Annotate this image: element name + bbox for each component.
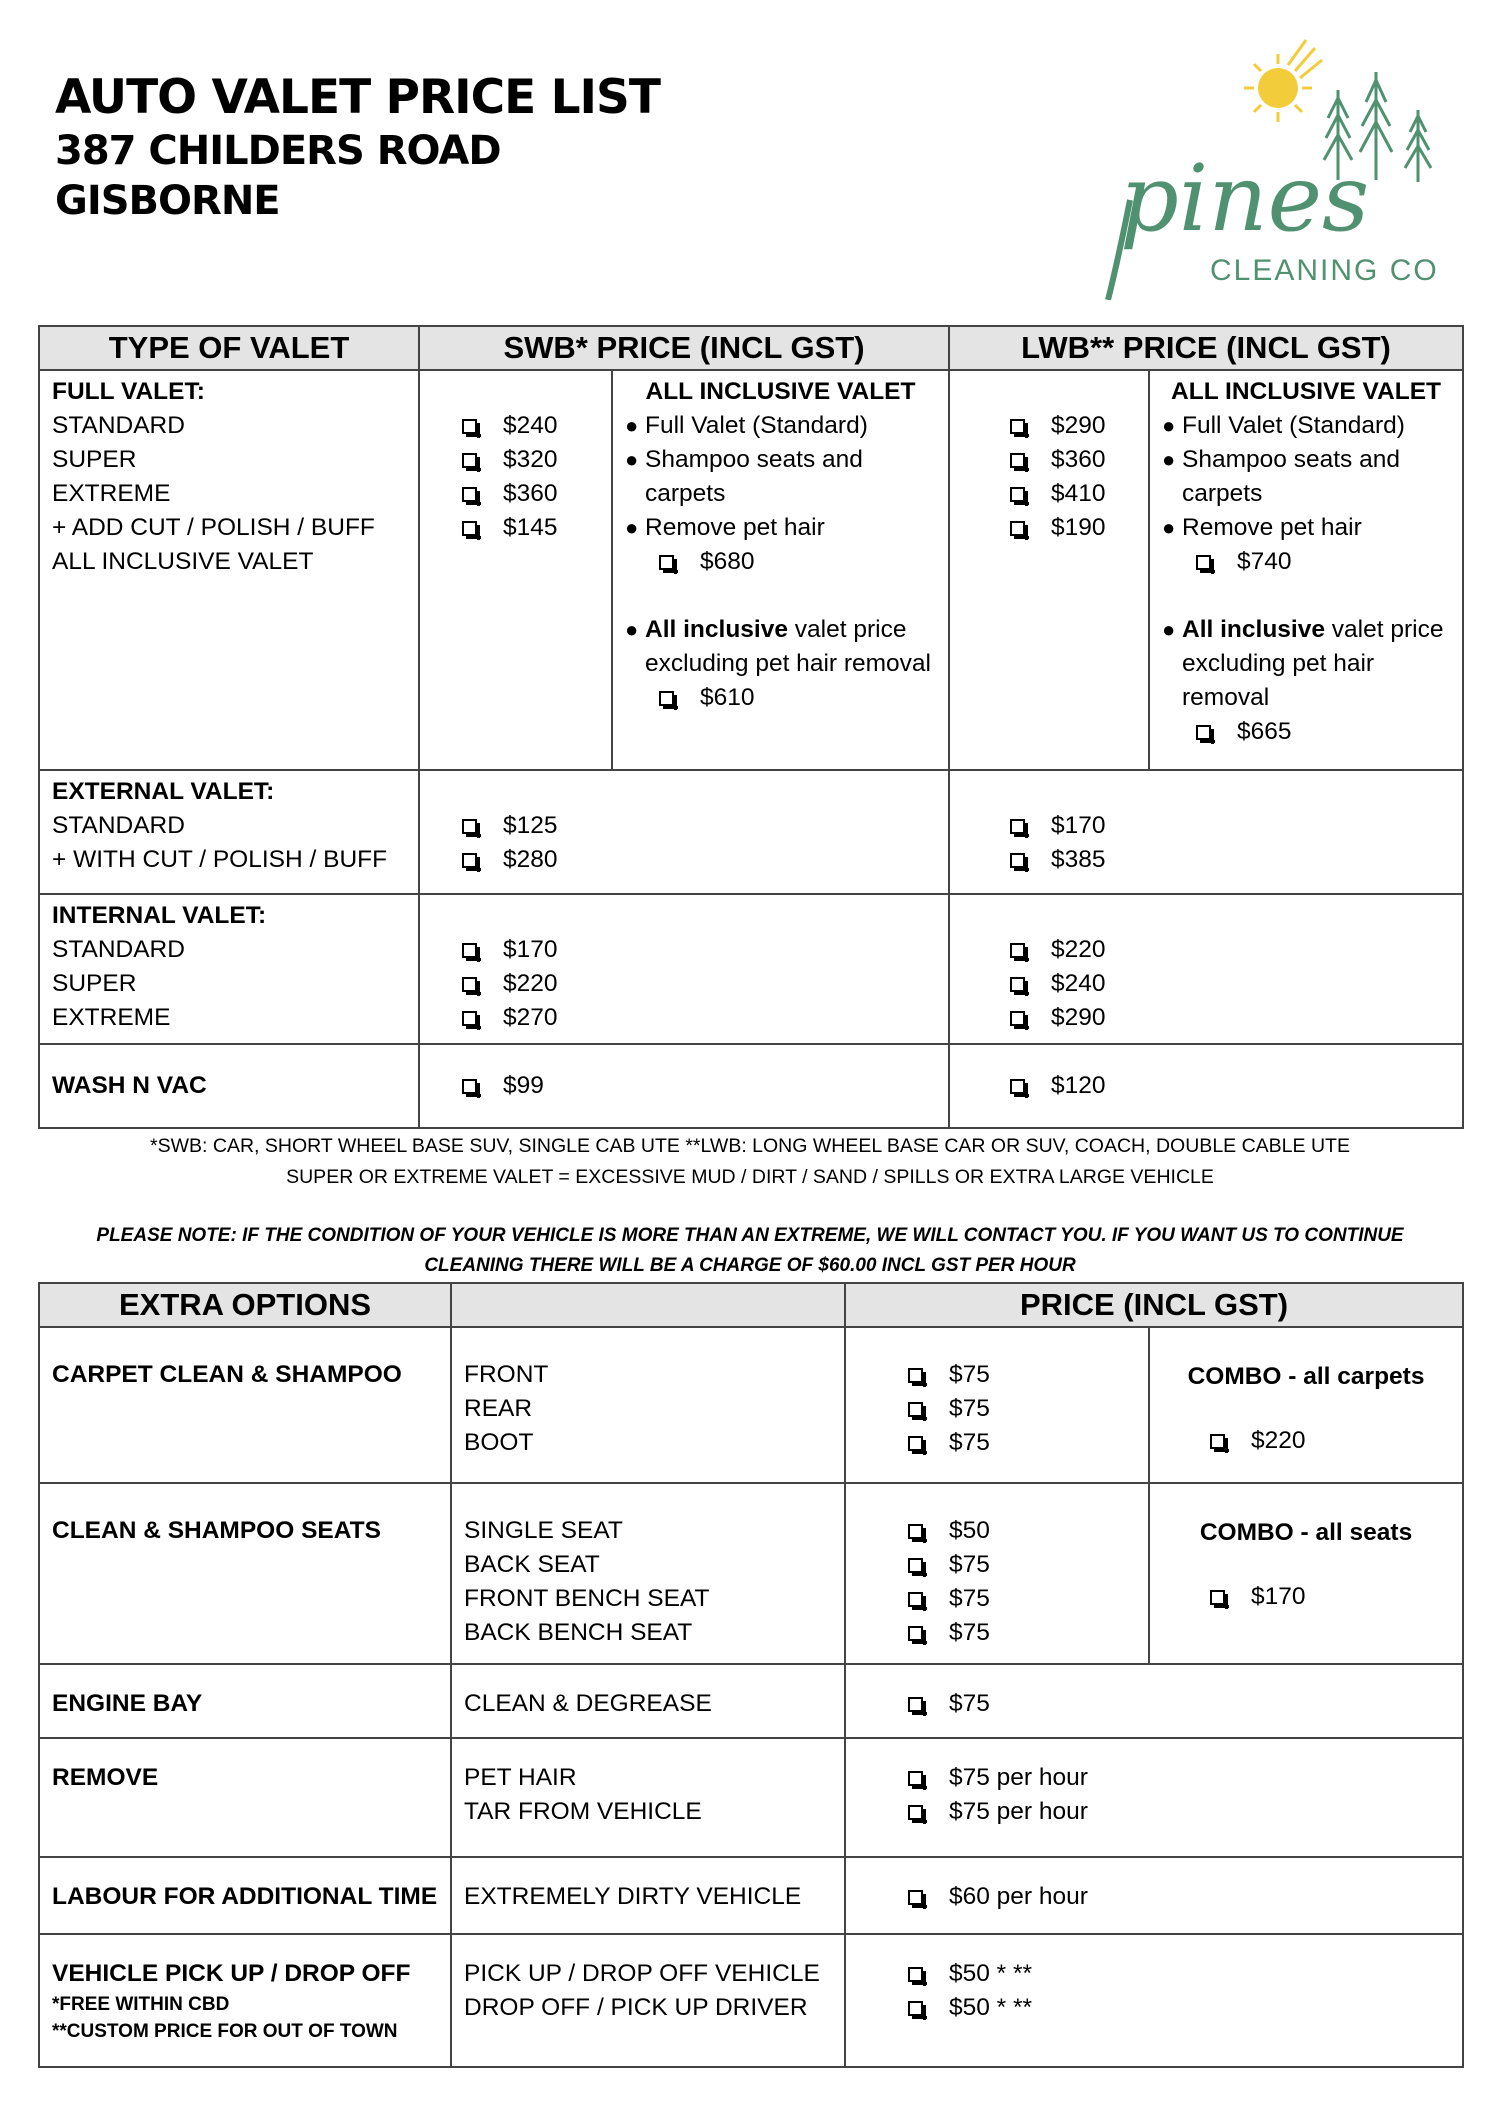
pickup-name: VEHICLE PICK UP / DROP OFF — [52, 1960, 411, 1987]
checkbox[interactable] — [908, 1967, 923, 1982]
excl-text: valet price excluding pet hair removal — [1182, 616, 1444, 711]
wash-n-vac-type — [39, 1044, 419, 1128]
checkbox[interactable] — [1010, 1079, 1025, 1094]
checkbox[interactable] — [908, 2001, 923, 2016]
carpet-items — [451, 1327, 845, 1483]
full-valet-item: SUPER — [52, 446, 137, 473]
price: $610 — [700, 684, 755, 711]
footnote-line: *SWB: CAR, SHORT WHEEL BASE SUV, SINGLE CAB UTE **LWB: LONG WHEEL BASE CAR OR SUV, COACH, DOUBLE CABLE UTE — [150, 1135, 1350, 1157]
engine-name: ENGINE BAY — [52, 1690, 203, 1717]
checkbox[interactable] — [462, 977, 477, 992]
remove-name: REMOVE — [52, 1764, 159, 1791]
price: $75 — [949, 1690, 990, 1717]
table-row-pickup — [39, 1934, 1463, 2067]
internal-valet-item: STANDARD — [52, 936, 185, 963]
carpet-name: CARPET CLEAN & SHAMPOO — [52, 1361, 402, 1388]
bullet-icon: ● — [625, 617, 639, 642]
engine-name-cell — [39, 1664, 451, 1738]
full-valet-item: EXTREME — [52, 480, 171, 507]
price: $99 — [503, 1072, 544, 1099]
table-row-external-valet — [39, 770, 1463, 894]
price: $385 — [1051, 846, 1106, 873]
col-lwb-price: LWB** PRICE (INCL GST) — [949, 326, 1463, 370]
checkbox[interactable] — [1010, 419, 1025, 434]
checkbox[interactable] — [462, 419, 477, 434]
price: $60 per hour — [949, 1883, 1088, 1910]
price: $220 — [1051, 936, 1106, 963]
checkbox[interactable] — [908, 1436, 923, 1451]
labour-name-cell — [39, 1857, 451, 1934]
price: $360 — [503, 480, 558, 507]
internal-lwb-prices — [949, 894, 1463, 1044]
table-row-seats — [39, 1483, 1463, 1664]
extra-item: BACK SEAT — [464, 1551, 600, 1578]
full-valet-types — [39, 370, 419, 770]
header — [55, 70, 660, 226]
checkbox[interactable] — [1010, 1011, 1025, 1026]
external-valet-types — [39, 770, 419, 894]
sun-icon — [1244, 40, 1322, 122]
price: $680 — [700, 548, 755, 575]
extra-item: FRONT BENCH SEAT — [464, 1585, 710, 1612]
checkbox[interactable] — [1010, 977, 1025, 992]
inclusive-item: Full Valet (Standard) — [1182, 412, 1405, 439]
col-extra-item — [451, 1283, 845, 1327]
combo-price: $220 — [1251, 1427, 1306, 1454]
all-inclusive-heading: ALL INCLUSIVE VALET — [1171, 378, 1441, 405]
carpet-combo — [1149, 1327, 1463, 1483]
price: $75 — [949, 1551, 990, 1578]
price: $290 — [1051, 412, 1106, 439]
extra-item: PICK UP / DROP OFF VEHICLE — [464, 1960, 820, 1987]
inclusive-item: Remove pet hair — [1182, 514, 1362, 541]
labour-name: LABOUR FOR ADDITIONAL TIME — [52, 1883, 438, 1910]
inclusive-item: Remove pet hair — [645, 514, 825, 541]
carpet-prices — [845, 1327, 1149, 1483]
seats-items — [451, 1483, 845, 1664]
extra-item: TAR FROM VEHICLE — [464, 1798, 702, 1825]
external-valet-item: STANDARD — [52, 812, 185, 839]
checkbox[interactable] — [1010, 521, 1025, 536]
seats-prices — [845, 1483, 1149, 1664]
checkbox[interactable] — [462, 521, 477, 536]
seats-name: CLEAN & SHAMPOO SEATS — [52, 1517, 381, 1544]
full-valet-lwb-prices — [949, 370, 1149, 770]
extra-item: DROP OFF / PICK UP DRIVER — [464, 1994, 808, 2021]
extra-item: SINGLE SEAT — [464, 1517, 623, 1544]
checkbox[interactable] — [1010, 943, 1025, 958]
price: $50 * ** — [949, 1960, 1033, 1987]
table-row-remove — [39, 1738, 1463, 1857]
checkbox[interactable] — [1010, 853, 1025, 868]
checkbox[interactable] — [1010, 487, 1025, 502]
price: $240 — [503, 412, 558, 439]
checkbox[interactable] — [462, 819, 477, 834]
table-row-internal-valet — [39, 894, 1463, 1044]
footnotes — [38, 1131, 1462, 1193]
checkbox[interactable] — [659, 691, 674, 706]
inclusive-item: Full Valet (Standard) — [645, 412, 868, 439]
checkbox[interactable] — [908, 1592, 923, 1607]
extra-item: FRONT — [464, 1361, 549, 1388]
carpet-name-cell — [39, 1327, 451, 1483]
please-note-line: CLEANING THERE WILL BE A CHARGE OF $60.00 INCL GST PER HOUR — [424, 1255, 1076, 1276]
checkbox[interactable] — [1210, 1434, 1225, 1449]
extra-options-table — [38, 1282, 1464, 2068]
checkbox[interactable] — [908, 1890, 923, 1905]
page-title: AUTO VALET PRICE LIST — [55, 70, 660, 125]
extra-item: PET HAIR — [464, 1764, 577, 1791]
excl-bold: All inclusive — [1182, 616, 1325, 643]
col-extra-price: PRICE (INCL GST) — [845, 1283, 1463, 1327]
extra-item: EXTREMELY DIRTY VEHICLE — [464, 1883, 802, 1910]
address-line-1: 387 CHILDERS ROAD — [55, 128, 501, 174]
excl-bold: All inclusive — [645, 616, 788, 643]
col-extra-options: EXTRA OPTIONS — [39, 1283, 451, 1327]
price: $270 — [503, 1004, 558, 1031]
checkbox[interactable] — [1210, 1590, 1225, 1605]
price: $240 — [1051, 970, 1106, 997]
checkbox[interactable] — [908, 1402, 923, 1417]
checkbox[interactable] — [908, 1558, 923, 1573]
external-valet-heading: EXTERNAL VALET: — [52, 778, 275, 805]
checkbox[interactable] — [908, 1697, 923, 1712]
price: $125 — [503, 812, 558, 839]
engine-price-cell — [845, 1664, 1463, 1738]
checkbox[interactable] — [1196, 725, 1211, 740]
price: $280 — [503, 846, 558, 873]
bullet-icon: ● — [625, 515, 639, 540]
extras-table-header — [39, 1283, 1463, 1327]
bullet-icon: ● — [1162, 413, 1176, 438]
wash-swb-price — [419, 1044, 949, 1128]
seats-combo — [1149, 1483, 1463, 1664]
checkbox[interactable] — [908, 1771, 923, 1786]
price: $75 per hour — [949, 1764, 1088, 1791]
internal-valet-types — [39, 894, 419, 1044]
full-valet-heading: FULL VALET: — [52, 378, 205, 405]
please-note-line: PLEASE NOTE: IF THE CONDITION OF YOUR VEHICLE IS MORE THAN AN EXTREME, WE WILL CONTACT YOU. IF YOU WANT US TO CONTINUE — [96, 1225, 1404, 1246]
checkbox[interactable] — [462, 1011, 477, 1026]
inclusive-item: Shampoo seats and carpets — [1182, 446, 1400, 507]
extra-item: REAR — [464, 1395, 533, 1422]
price: $75 — [949, 1585, 990, 1612]
checkbox[interactable] — [908, 1368, 923, 1383]
bullet-icon: ● — [1162, 515, 1176, 540]
wash-n-vac-heading: WASH N VAC — [52, 1072, 207, 1099]
bullet-icon: ● — [1162, 447, 1176, 472]
table-row-wash-n-vac — [39, 1044, 1463, 1128]
extra-item: BACK BENCH SEAT — [464, 1619, 693, 1646]
table-row-full-valet — [39, 370, 1463, 770]
remove-items — [451, 1738, 845, 1857]
external-swb-prices — [419, 770, 949, 894]
price: $50 — [949, 1517, 990, 1544]
price: $190 — [1051, 514, 1106, 541]
please-note — [38, 1221, 1462, 1281]
inclusive-item: Shampoo seats and carpets — [645, 446, 863, 507]
price: $120 — [1051, 1072, 1106, 1099]
full-valet-swb-prices — [419, 370, 612, 770]
valet-price-table — [38, 325, 1464, 1129]
price: $75 — [949, 1619, 990, 1646]
full-valet-item: STANDARD — [52, 412, 185, 439]
checkbox[interactable] — [462, 487, 477, 502]
checkbox[interactable] — [1010, 453, 1025, 468]
price: $75 per hour — [949, 1798, 1088, 1825]
remove-prices — [845, 1738, 1463, 1857]
engine-item-cell — [451, 1664, 845, 1738]
full-valet-item: + ADD CUT / POLISH / BUFF — [52, 514, 375, 541]
col-swb-price: SWB* PRICE (INCL GST) — [419, 326, 949, 370]
price: $170 — [1051, 812, 1106, 839]
pickup-items — [451, 1934, 845, 2067]
pickup-name-cell — [39, 1934, 451, 2067]
pines-logo — [1100, 20, 1460, 300]
price: $360 — [1051, 446, 1106, 473]
checkbox[interactable] — [908, 1524, 923, 1539]
lwb-all-inclusive — [1149, 370, 1463, 770]
all-inclusive-heading: ALL INCLUSIVE VALET — [645, 378, 916, 405]
col-type-of-valet: TYPE OF VALET — [39, 326, 419, 370]
logo-wordmark: pines — [1120, 145, 1370, 252]
external-valet-item: + WITH CUT / POLISH / BUFF — [52, 846, 388, 873]
wash-lwb-price — [949, 1044, 1463, 1128]
valet-table-header — [39, 326, 1463, 370]
checkbox[interactable] — [462, 1079, 477, 1094]
price: $410 — [1051, 480, 1106, 507]
checkbox[interactable] — [1010, 819, 1025, 834]
price: $665 — [1237, 718, 1292, 745]
checkbox[interactable] — [659, 555, 674, 570]
remove-name-cell — [39, 1738, 451, 1857]
price: $145 — [503, 514, 558, 541]
price: $75 — [949, 1395, 990, 1422]
bullet-icon: ● — [625, 413, 639, 438]
swb-all-inclusive — [612, 370, 949, 770]
extra-item: BOOT — [464, 1429, 534, 1456]
bullet-icon: ● — [625, 447, 639, 472]
extra-item: CLEAN & DEGREASE — [464, 1690, 712, 1717]
price: $170 — [503, 936, 558, 963]
seats-name-cell — [39, 1483, 451, 1664]
price: $220 — [503, 970, 558, 997]
combo-label: COMBO - all carpets — [1187, 1363, 1425, 1390]
bullet-icon: ● — [1162, 617, 1176, 642]
combo-price: $170 — [1251, 1583, 1306, 1610]
footnote-line: SUPER OR EXTREME VALET = EXCESSIVE MUD / DIRT / SAND / SPILLS OR EXTRA LARGE VEHICLE — [286, 1166, 1214, 1188]
price: $740 — [1237, 548, 1292, 575]
checkbox[interactable] — [1196, 555, 1211, 570]
price: $75 — [949, 1361, 990, 1388]
labour-price-cell — [845, 1857, 1463, 1934]
price: $290 — [1051, 1004, 1106, 1031]
combo-label: COMBO - all seats — [1199, 1519, 1413, 1546]
internal-valet-heading: INTERNAL VALET: — [52, 902, 267, 929]
checkbox[interactable] — [462, 943, 477, 958]
pickup-note: **CUSTOM PRICE FOR OUT OF TOWN — [52, 2021, 398, 2042]
price: $75 — [949, 1429, 990, 1456]
internal-valet-item: EXTREME — [52, 1004, 171, 1031]
table-row-engine-bay — [39, 1664, 1463, 1738]
table-row-labour — [39, 1857, 1463, 1934]
checkbox[interactable] — [462, 453, 477, 468]
price: $50 * ** — [949, 1994, 1033, 2021]
excl-text: valet price excluding pet hair removal — [645, 616, 931, 677]
checkbox[interactable] — [462, 853, 477, 868]
pickup-note: *FREE WITHIN CBD — [52, 1994, 230, 2015]
table-row-carpet — [39, 1327, 1463, 1483]
pickup-prices — [845, 1934, 1463, 2067]
full-valet-item: ALL INCLUSIVE VALET — [52, 548, 314, 575]
address-line-2: GISBORNE — [55, 178, 280, 224]
internal-valet-item: SUPER — [52, 970, 137, 997]
checkbox[interactable] — [908, 1805, 923, 1820]
logo-tagline: CLEANING CO — [1210, 254, 1439, 287]
labour-item-cell — [451, 1857, 845, 1934]
internal-swb-prices — [419, 894, 949, 1044]
price: $320 — [503, 446, 558, 473]
checkbox[interactable] — [908, 1626, 923, 1641]
external-lwb-prices — [949, 770, 1463, 894]
